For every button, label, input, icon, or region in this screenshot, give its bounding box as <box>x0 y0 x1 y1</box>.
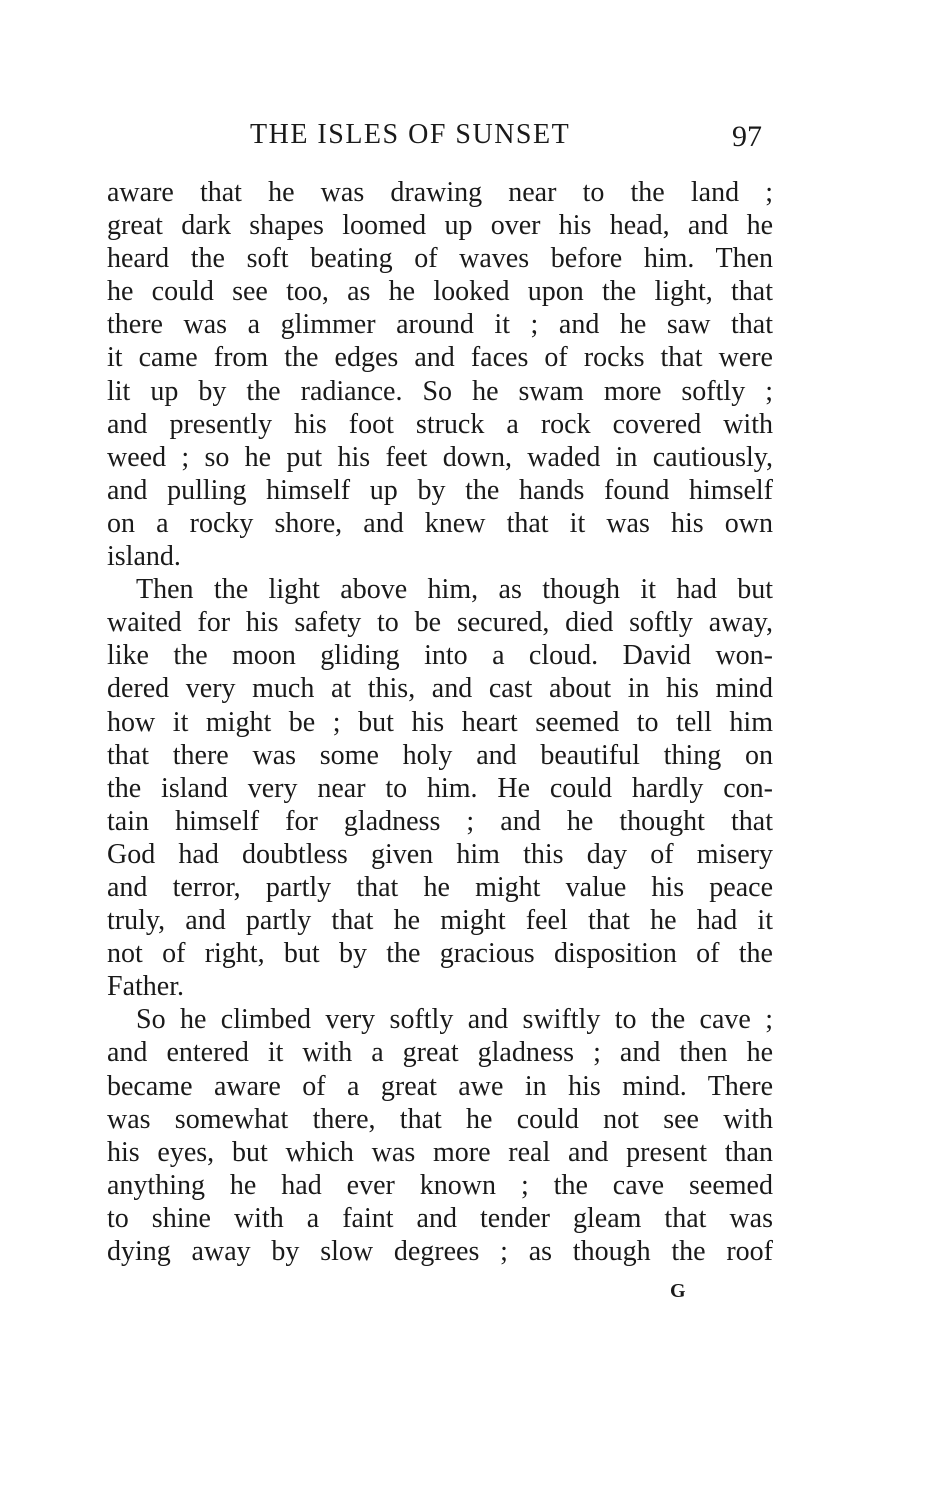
text-line: to shine with a faint and tender gleam that was <box>107 1202 773 1234</box>
text-line: island. <box>107 541 181 573</box>
text-line: weed ; so he put his feet down, waded in cautiously, <box>107 441 773 473</box>
text-line: truly, and partly that he might feel that he had it <box>107 905 773 937</box>
text-line: tain himself for gladness ; and he thought that <box>107 805 773 837</box>
text-line: aware that he was drawing near to the land ; <box>107 177 773 208</box>
text-line: not of right, but by the gracious disposition of the <box>107 938 773 970</box>
text-line: anything he had ever known ; the cave seemed <box>107 1169 773 1201</box>
text-line: God had doubtless given him this day of misery <box>107 838 773 870</box>
text-line: there was a glimmer around it ; and he saw that <box>107 309 773 341</box>
text-line: lit up by the radiance. So he swam more softly ; <box>107 375 773 407</box>
text-line: and pulling himself up by the hands found himself <box>107 474 773 506</box>
text-line: on a rocky shore, and knew that it was his own <box>107 507 773 539</box>
body-text <box>107 176 773 1268</box>
text-line: Father. <box>107 971 184 1003</box>
text-line: how it might be ; but his heart seemed to tell him <box>107 706 773 738</box>
text-line: heard the soft beating of waves before him. Then <box>107 243 773 275</box>
paragraph-first-line: Then the light above him, as though it had but <box>136 574 773 606</box>
text-line: became aware of a great awe in his mind. There <box>107 1070 773 1102</box>
signature-mark: G <box>670 1280 686 1302</box>
text-line: waited for his safety to be secured, died softly away, <box>107 607 773 639</box>
text-line: the island very near to him. He could hardly con- <box>107 772 773 804</box>
text-line: and presently his foot struck a rock covered with <box>107 408 773 440</box>
text-line: dered very much at this, and cast about in his mind <box>107 673 773 705</box>
page-number: 97 <box>732 120 762 153</box>
paragraph-first-line: So he climbed very softly and swiftly to the cave ; <box>136 1004 773 1036</box>
text-line: and entered it with a great gladness ; and then he <box>107 1037 773 1069</box>
text-line: that there was some holy and beautiful thing on <box>107 739 773 771</box>
text-line: great dark shapes loomed up over his head, and he <box>107 210 773 242</box>
text-line: his eyes, but which was more real and present than <box>107 1136 773 1168</box>
text-line: dying away by slow degrees ; as though the roof <box>107 1236 773 1267</box>
text-line: like the moon gliding into a cloud. David won- <box>107 640 773 672</box>
running-head-title: THE ISLES OF SUNSET <box>250 119 571 150</box>
text-line: was somewhat there, that he could not see with <box>107 1103 773 1135</box>
text-line: and terror, partly that he might value his peace <box>107 871 773 903</box>
text-line: he could see too, as he looked upon the light, that <box>107 276 773 308</box>
text-line: it came from the edges and faces of rocks that were <box>107 342 773 374</box>
